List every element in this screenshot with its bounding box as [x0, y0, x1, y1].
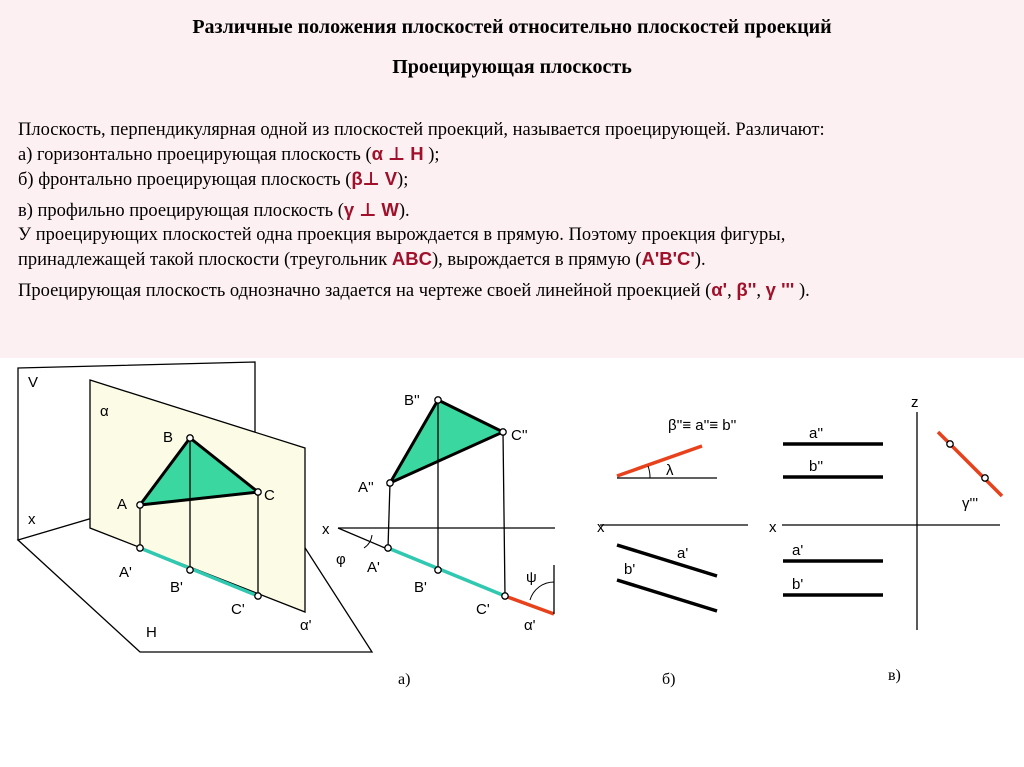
trace-beta — [617, 446, 702, 476]
text-line-6: принадлежащей такой плоскости (треугольник ABC), вырождается в прямую (A'B'C'). — [18, 248, 706, 270]
label-b2: B'' — [404, 392, 420, 409]
label-c2: C'' — [511, 427, 528, 444]
label-psi: ψ — [526, 569, 537, 586]
label-x: x — [597, 519, 605, 536]
label-a2: a'' — [809, 425, 824, 442]
label-alpha-prime: α' — [524, 617, 536, 634]
label-b2: b'' — [809, 458, 824, 475]
caption-b: б) — [662, 671, 676, 688]
label-gamma: γ''' — [962, 495, 979, 512]
label-a1: A' — [119, 564, 132, 581]
label-x: x — [28, 511, 36, 528]
fig2-epure — [322, 392, 555, 634]
trace-alpha-prime-red — [505, 596, 554, 614]
fig1-3d-view — [18, 362, 372, 652]
label-b1: B' — [170, 579, 183, 596]
fig3-epure — [597, 417, 748, 611]
label-a1: a' — [792, 542, 804, 559]
label-alpha-prime: α' — [300, 617, 312, 634]
label-x: x — [322, 521, 330, 538]
label-b1: b' — [792, 576, 804, 593]
text-line-2: а) горизонтально проецирующая плоскость (α ⊥ Н ); — [18, 143, 440, 165]
text-line-3: б) фронтально проецирующая плоскость (β⊥ V); — [18, 168, 409, 190]
triangle-abc-front — [390, 400, 503, 483]
label-h: H — [146, 624, 157, 641]
trace-a1-c1 — [388, 548, 505, 596]
text-line-5: У проецирующих плоскостей одна проекция вырождается в прямую. Поэтому проекция фигуры, — [18, 225, 786, 245]
label-c1: C' — [231, 601, 245, 618]
text-line-1: Плоскость, перпендикулярная одной из плоскостей проекций, называется проецирующей. Различают: — [18, 120, 825, 140]
label-a1: a' — [677, 545, 689, 562]
page-title: Различные положения плоскостей относительно плоскостей проекций — [192, 16, 832, 38]
label-a2: A'' — [358, 479, 374, 496]
label-lambda: λ — [666, 462, 674, 479]
text-line-7: Проецирующая плоскость однозначно задается на чертеже своей линейной проекцией (α', β'', γ ''' ). — [18, 279, 810, 301]
label-v: V — [28, 374, 39, 391]
label-b1: b' — [624, 561, 636, 578]
label-b1: B' — [414, 579, 427, 596]
label-phi: φ — [336, 551, 346, 568]
label-beta-ab: β''≡ a''≡ b'' — [668, 417, 737, 434]
line-b1 — [617, 580, 717, 611]
caption-v: в) — [888, 667, 901, 684]
label-a: A — [117, 496, 128, 513]
label-b: B — [163, 429, 174, 446]
label-c1: C' — [476, 601, 490, 618]
label-alpha: α — [100, 403, 109, 420]
caption-a: а) — [398, 671, 411, 688]
label-c: C — [264, 487, 275, 504]
page-subtitle: Проецирующая плоскость — [392, 56, 632, 78]
text-line-4: в) профильно проецирующая плоскость (γ ⊥ W). — [18, 199, 410, 221]
label-x: x — [769, 519, 777, 536]
fig4-epure — [769, 394, 1002, 630]
label-z: z — [911, 394, 919, 411]
label-a1: A' — [367, 559, 380, 576]
